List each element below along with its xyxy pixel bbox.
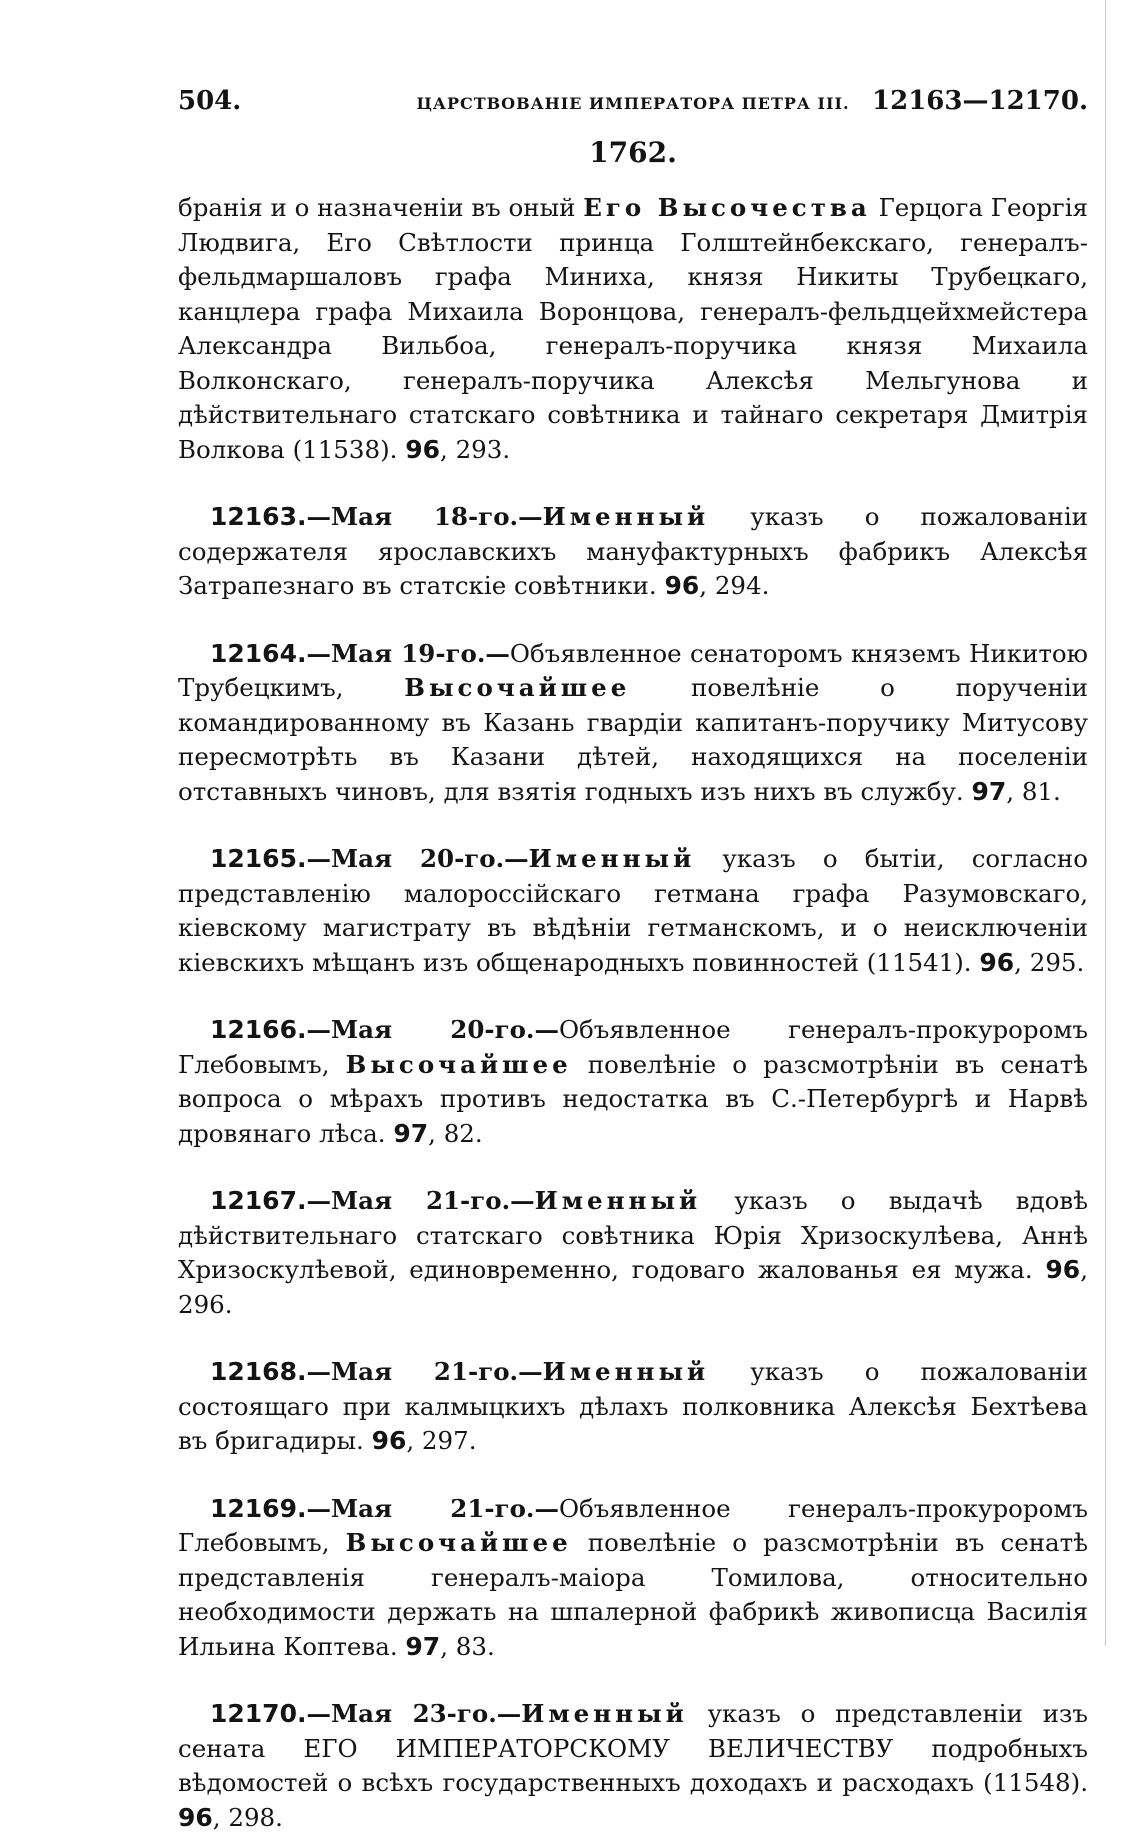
entry-date: —Мая 18-го.— [306,502,543,531]
volume-number: 96 [405,434,440,464]
volume-number: 97 [393,1118,429,1148]
entry-type: Именный [528,844,696,873]
year-heading: 1762. [589,136,677,169]
page-reference: , 294. [699,571,770,600]
page-reference: , 295. [1014,947,1085,977]
entry-text: повелѣніе о разсмотрѣніи въ сенатѣ представленія генералъ-маіора Томилова, относительно необходимости держать на шпалерной фабрикѣ живописца Василія Ильина Коптева. [178,1528,1088,1661]
volume-number: 97 [405,1631,441,1661]
law-entry [178,1184,1088,1322]
volume-number: 96 [979,947,1015,977]
law-entry [178,1355,1088,1459]
entry-type: Высочайшее [404,673,631,702]
entry-text: бранія и о назначеніи въ оный [178,193,584,222]
law-entry [178,1492,1088,1665]
entry-number: 12166. [210,1015,307,1044]
page-reference: , 82. [428,1118,483,1148]
running-header [178,86,1088,122]
entry-text: указъ о бытіи, согласно представленію малороссійскаго гетмана графа Разумовскаго, кіевскому магистрату въ вѣдѣніи гетманскомъ, и о неисключеніи кіевскихъ мѣщанъ изъ общенародныхъ повинностей (11541). [178,844,1088,977]
page-reference: , 296. [178,1255,1088,1319]
entry-date: —Мая 23-го.— [306,1699,522,1728]
volume-number: 96 [371,1426,407,1455]
entry-number: 12164. [210,638,307,668]
entry-text: Объявленное генералъ-прокуроромъ Глебовымъ, [178,1493,1088,1557]
entry-text: указъ о выдачѣ вдовѣ дѣйствительнаго статскаго совѣтника Юрія Хризоскулѣева, Аннѣ Хризоскулѣевой, единовременно, годоваго жалованья ея мужа. [178,1186,1088,1284]
law-entry [178,842,1088,980]
entry-text: повелѣніе о разсмотрѣніи въ сенатѣ вопроса о мѣрахъ противъ недостатка въ С.-Петербургѣ и Нарвѣ дровянаго лѣса. [178,1049,1088,1148]
law-entry [178,1013,1088,1151]
entry-text: Герцога Георгія Людвига, Его Свѣтлости принца Голштейнбекскаго, генералъ-фельдмаршаловъ графа Миниха, князя Никиты Трубецкаго, канцлера графа Михаила Воронцова, генералъ-фельдцейхмейстера Александра Вильбоа, генералъ-поручика князя Михаила Волконскаго, генералъ-поручика Алексѣя Мельгунова и дѣйствительнаго статскаго совѣтника и тайнаго секретаря Дмитрія Волкова (11538). [178,193,1089,464]
entry-emphasis: Его Высочества [583,193,871,222]
volume-number: 96 [1045,1255,1081,1284]
entry-type: Именный [521,1699,688,1728]
page-reference: , 83. [440,1631,495,1661]
entry-date: —Мая 21-го.— [306,1357,543,1386]
entry-date: —Мая 21-го.— [306,1186,535,1215]
book-page [178,86,1088,1835]
page-binding-edge [1105,0,1106,1646]
entry-number: 12167. [210,1186,307,1215]
entry-text: указъ о пожалованіи состоящаго при калмыцкихъ дѣлахъ полковника Алексѣя Бехтѣева въ бригадиры. [178,1357,1088,1455]
entry-date: —Мая 20-го.— [306,844,529,873]
volume-number: 96 [178,1802,213,1832]
page-reference: , 298. [212,1802,283,1832]
law-entry [178,1697,1088,1835]
volume-number: 96 [664,571,700,600]
page-number: 504. [178,86,242,116]
law-entry [178,637,1088,810]
entry-type: Именный [542,502,710,531]
continuation-paragraph [178,191,1088,467]
page-reference: , 81. [1006,776,1061,806]
entry-type: Именный [542,1357,710,1386]
entry-type: Высочайшее [345,1528,572,1557]
entry-number: 12169. [210,1493,307,1523]
volume-number: 97 [971,776,1007,806]
law-entry [178,500,1088,604]
entry-text: Объявленное генералъ-прокуроромъ Глебовымъ, [178,1015,1088,1079]
entry-type: Именный [534,1186,702,1215]
entry-text: указъ о пожалованіи содержателя ярославскихъ мануфактурныхъ фабрикъ Алексѣя Затрапезнаго въ статскіе совѣтники. [178,502,1088,600]
entry-number: 12168. [210,1357,307,1386]
entry-type: Высочайшее [345,1049,572,1079]
entry-number: 12165. [210,844,307,873]
page-reference: , 297. [406,1426,477,1455]
entry-date: —Мая 20-го.— [306,1015,559,1044]
entry-text: указъ о представленіи изъ сената ЕГО ИМПЕРАТОРСКОМУ ВЕЛИЧЕСТВУ подробныхъ вѣдомостей о всѣхъ государственныхъ доходахъ и расходахъ (11548). [178,1699,1088,1797]
entry-date: —Мая 19-го.— [306,638,510,668]
page-reference: , 293. [440,434,511,464]
running-title: ЦАРСТВОВАНIЕ ИМПЕРАТОРА ПЕТРА III. [416,94,850,113]
entry-number: 12163. [210,502,307,531]
entry-text: Объявленное сенаторомъ княземъ Никитою Трубецкимъ, [178,638,1088,702]
entry-date: —Мая 21-го.— [306,1493,559,1523]
entry-range: 12163—12170. [872,86,1088,116]
entry-number: 12170. [210,1699,307,1728]
entry-text: повелѣніе о порученіи командированному въ Казань гвардіи капитанъ-поручику Митусову пересмотрѣть въ Казани дѣтей, находящихся на поселеніи отставныхъ чиновъ, для взятія годныхъ изъ нихъ въ службу. [178,673,1088,806]
